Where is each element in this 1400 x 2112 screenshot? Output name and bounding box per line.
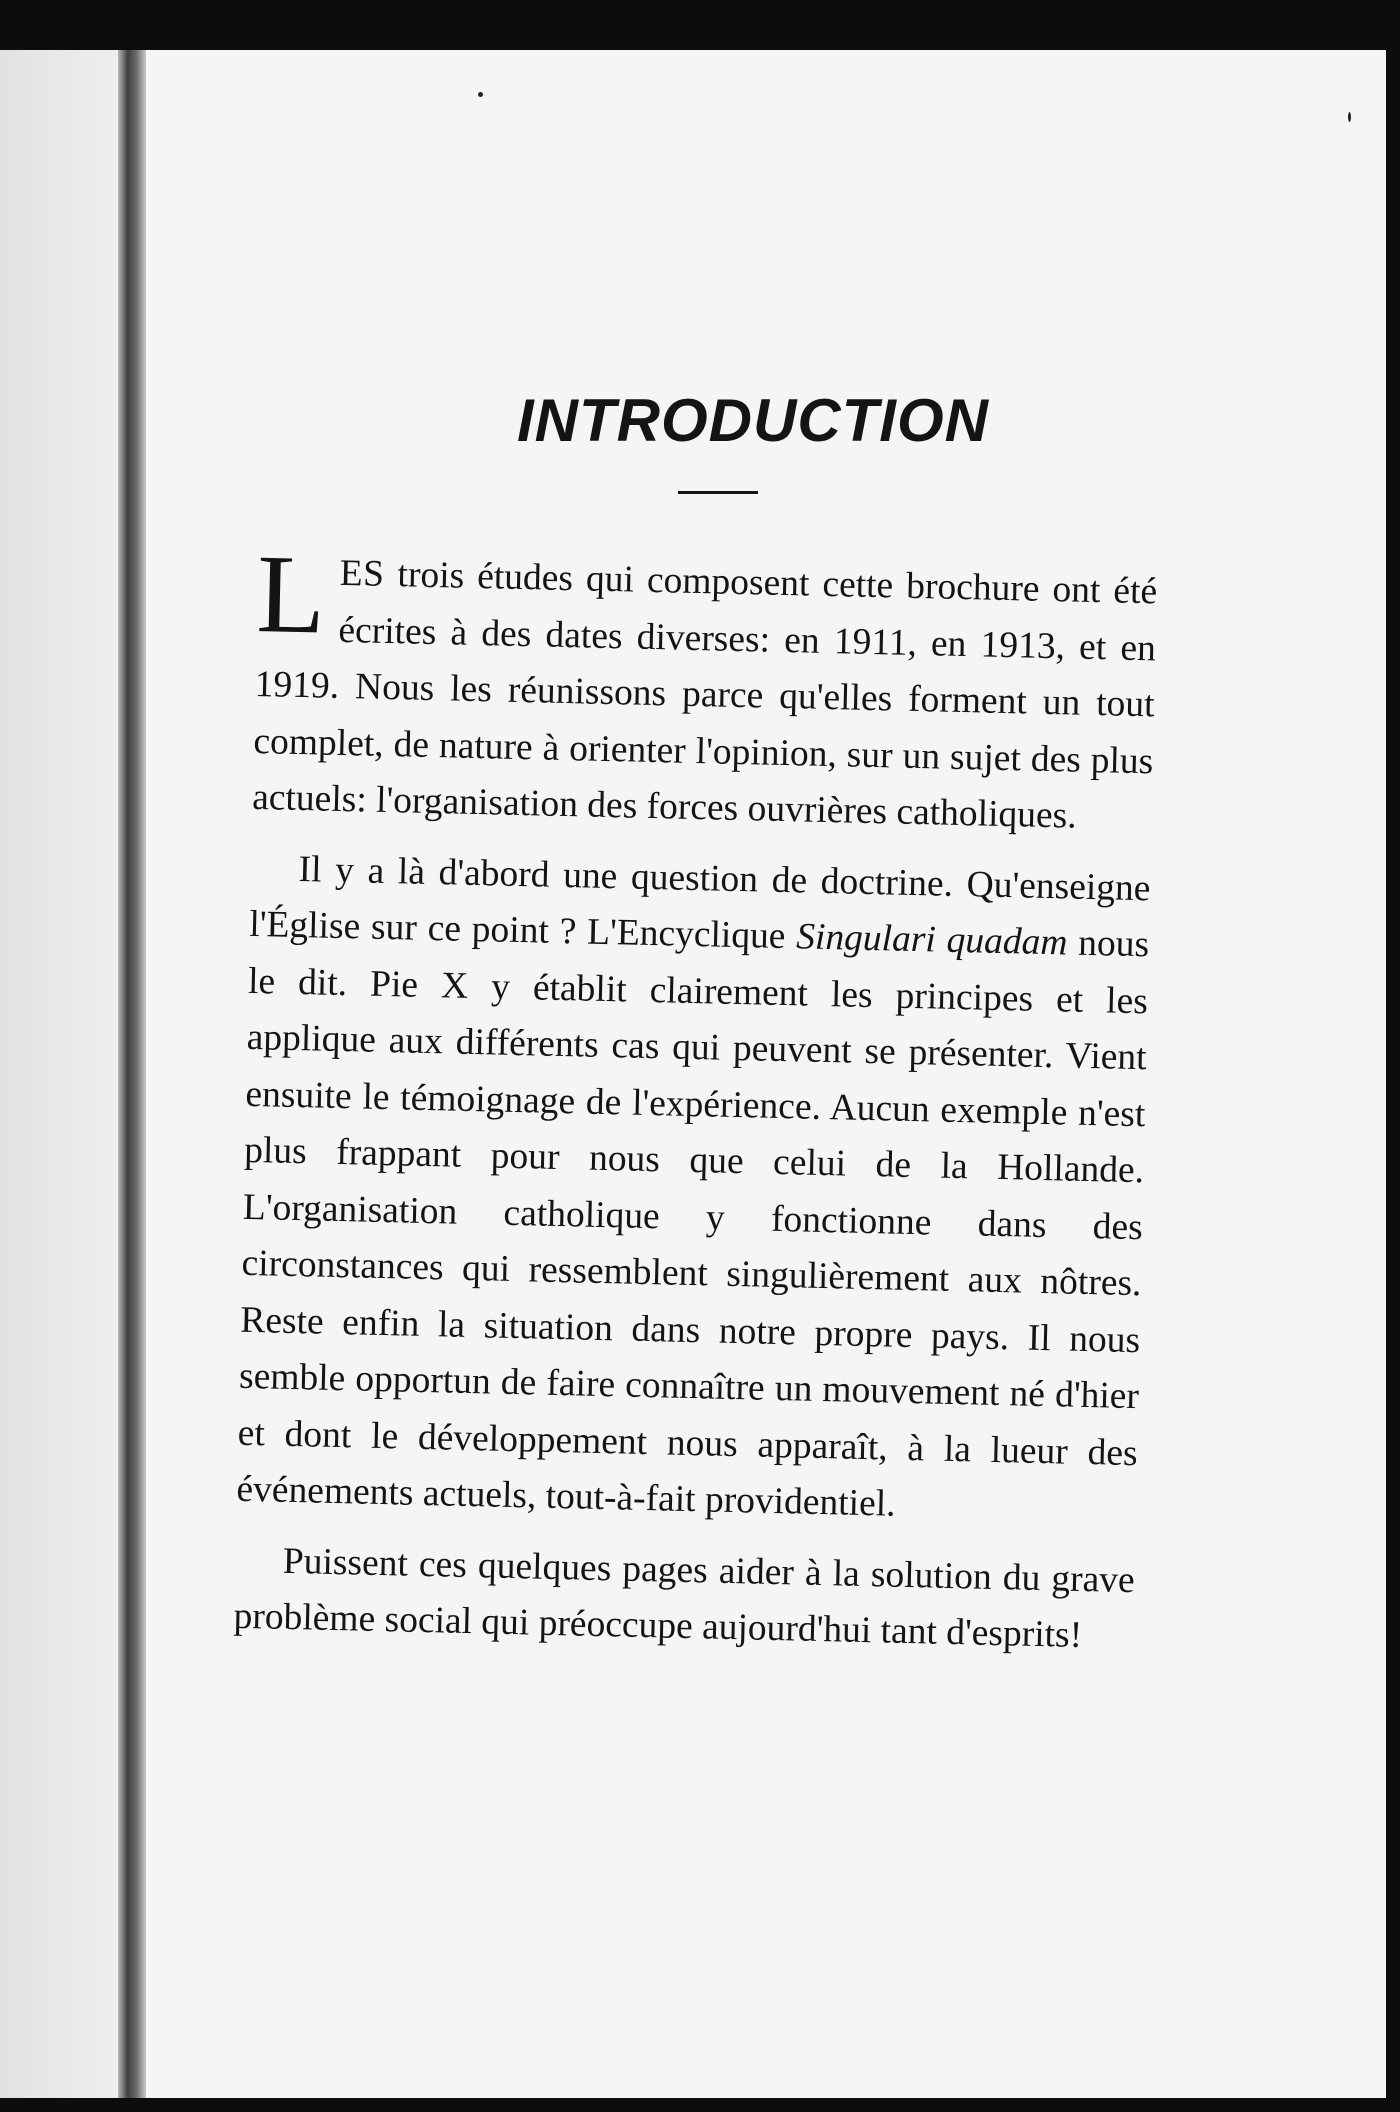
scan-bottom-border xyxy=(0,2098,1400,2112)
paragraph-3 xyxy=(233,1532,1135,1665)
book-gutter xyxy=(118,20,146,2100)
paragraph-1 xyxy=(251,532,1158,847)
page-title: INTRODUCTION xyxy=(517,387,989,454)
paragraph-2-text-b: nous le dit. Pie X y établit clairement les principes et les applique aux différents cas qui peuvent se présenter. Vient ensuite le témoignage de l'expérience. Aucun exemple n'est plus frappant pour nous que celui de la Hollande. L'organisation catholique y fonctionne dans des circonstances qui ressemblent singulièrement aux nôtres. Reste enfin la situation dans notre propre pays. Il nous semble opportun de faire connaître un mouvement né d'hier et dont le développement nous apparaît, à la lueur des événements actuels, tout-à-fait providentiel. xyxy=(236,922,1150,1525)
scan-top-border xyxy=(0,0,1400,50)
dust-speck xyxy=(478,92,483,97)
body-text xyxy=(233,532,1158,1666)
paragraph-1-text: trois études qui composent cette brochure ont été écrites à des dates diverses: en 1911, en 1913, et en 1919. Nous les réunissons parce qu'elles forment un tout complet, de nature à orienter l'opinion, sur un sujet des plus actuels: l'organisation des forces ouvrières catholiques. xyxy=(251,553,1158,837)
facing-page-edge xyxy=(0,50,118,2098)
paragraph-2-text-a: Il y a là d'abord une question de doctrine. Qu'enseigne l'Église sur ce point ? L'Encyclique xyxy=(248,848,1151,958)
drop-cap: L xyxy=(255,532,327,658)
dust-speck xyxy=(1348,112,1351,122)
paragraph-3-text: Puissent ces quelques pages aider à la solution du grave problème social qui préoccupe aujourd'hui tant d'esprits! xyxy=(233,1540,1136,1656)
title-rule xyxy=(678,491,758,494)
encyclical-title: Singulari quadam xyxy=(795,916,1068,964)
paragraph-2 xyxy=(236,840,1151,1538)
page-content xyxy=(233,385,1158,1660)
lead-caps: ES xyxy=(339,552,385,595)
scan-right-border xyxy=(1386,0,1400,2112)
